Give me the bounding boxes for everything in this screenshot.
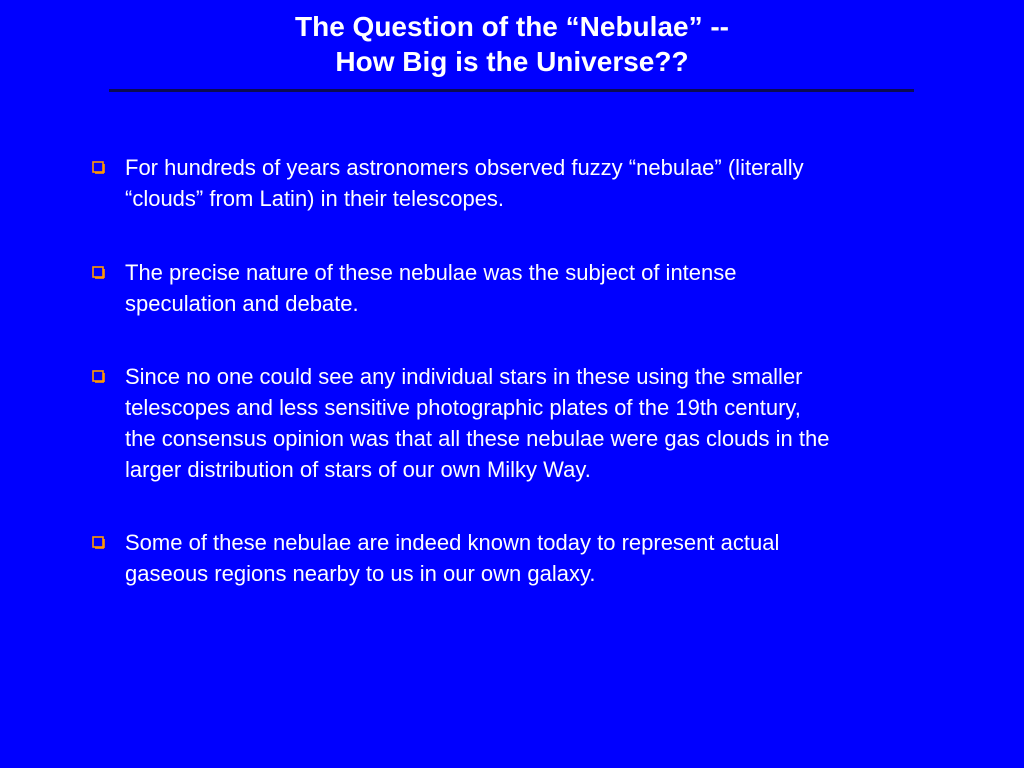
bullet-3-line-2: telescopes and less sensitive photographic plates of the 19th century, [125, 395, 801, 420]
bullet-2-line-2: speculation and debate. [125, 291, 359, 316]
slide-title-line-1: The Question of the “Nebulae” -- [294, 11, 729, 42]
bullet-text-4 [125, 527, 960, 589]
bullet-3-line-1: Since no one could see any individual stars in these using the smaller [125, 364, 803, 389]
hollow-square-bullet-icon [92, 370, 105, 383]
slide-title-line-2: How Big is the Universe?? [335, 46, 689, 77]
bullet-text-2 [125, 257, 960, 319]
bullet-1-line-2: “clouds” from Latin) in their telescopes. [125, 186, 505, 211]
bullet-1-line-1: For hundreds of years astronomers observed fuzzy “nebulae” (literally [125, 155, 804, 180]
bullet-3-line-3: the consensus opinion was that all these nebulae were gas clouds in the [125, 426, 830, 451]
bullet-4-line-2: gaseous regions nearby to us in our own galaxy. [125, 561, 596, 586]
bullet-text-3 [125, 361, 960, 485]
bullet-text-1 [125, 152, 960, 214]
bullet-3-line-4: larger distribution of stars of our own Milky Way. [125, 457, 591, 482]
bullet-4-line-1: Some of these nebulae are indeed known today to represent actual [125, 530, 780, 555]
hollow-square-bullet-icon [92, 161, 105, 174]
bullet-2-line-1: The precise nature of these nebulae was the subject of intense [125, 260, 737, 285]
hollow-square-bullet-icon [92, 536, 105, 549]
hollow-square-bullet-icon [92, 266, 105, 279]
